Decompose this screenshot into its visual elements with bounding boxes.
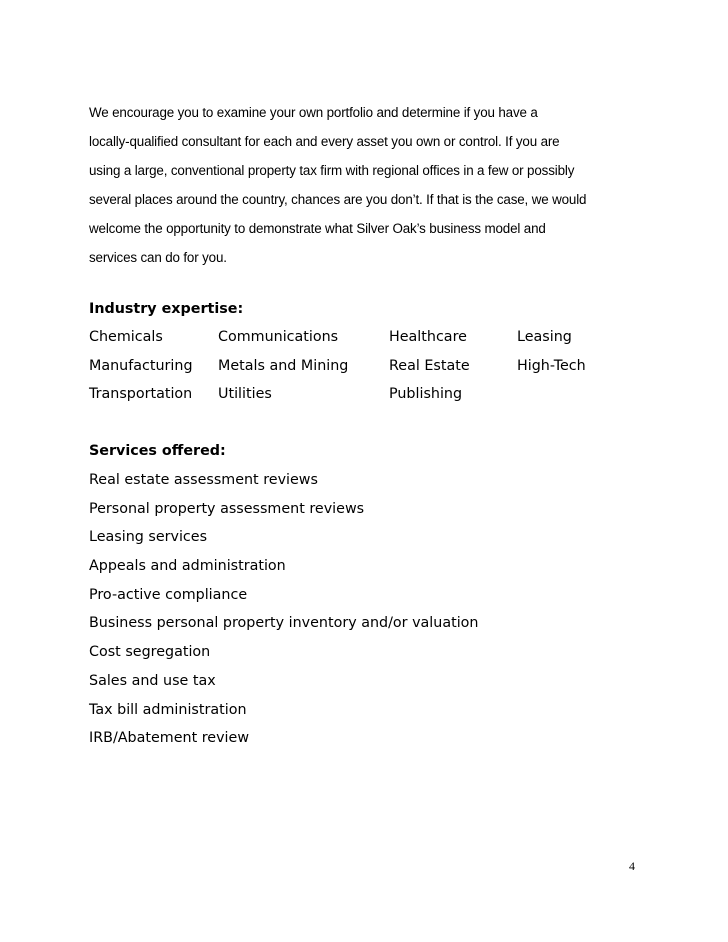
page-number: 4 [629,859,635,873]
industry-item: Real Estate [389,357,470,374]
industry-item: Chemicals [89,329,163,345]
service-item: Appeals and administration [89,558,286,575]
service-item: IRB/Abatement review [89,730,250,747]
industry-item: Publishing [389,386,463,403]
services-list [89,470,479,757]
service-item: Business personal property inventory and/or valuation [89,615,479,632]
service-item: Personal property assessment reviews [89,500,365,517]
service-item: Tax bill administration [89,701,247,718]
industry-expertise-heading: Industry expertise: [89,301,244,317]
services-offered-heading: Services offered: [89,443,226,459]
intro-line: We encourage you to examine your own portfolio and determine if you have a [89,105,538,120]
service-item: Pro-active compliance [89,586,248,603]
intro-line: locally-qualified consultant for each and every asset you own or control. If you are [89,134,560,149]
industry-item: Leasing [517,329,572,345]
industry-expertise-grid [89,327,609,413]
industry-row [89,327,609,356]
service-item: Real estate assessment reviews [89,472,318,488]
service-item: Leasing services [89,529,208,546]
intro-line: several places around the country, chances are you don’t. If that is the case, we would [89,192,587,207]
intro-line: services can do for you. [89,250,227,265]
intro-line: using a large, conventional property tax firm with regional offices in a few or possibly [89,163,575,178]
service-item: Cost segregation [89,644,211,661]
industry-item: Metals and Mining [218,357,349,374]
intro-paragraph [89,98,649,272]
industry-item: Manufacturing [89,357,193,374]
industry-item: Communications [218,329,339,345]
intro-line: welcome the opportunity to demonstrate what Silver Oak’s business model and [89,221,546,236]
industry-item: Healthcare [389,329,467,345]
industry-row [89,356,609,385]
industry-item: Transportation [89,386,193,403]
industry-row [89,384,609,413]
industry-item: Utilities [218,386,272,403]
service-item: Sales and use tax [89,672,216,689]
industry-item: High-Tech [517,357,586,374]
